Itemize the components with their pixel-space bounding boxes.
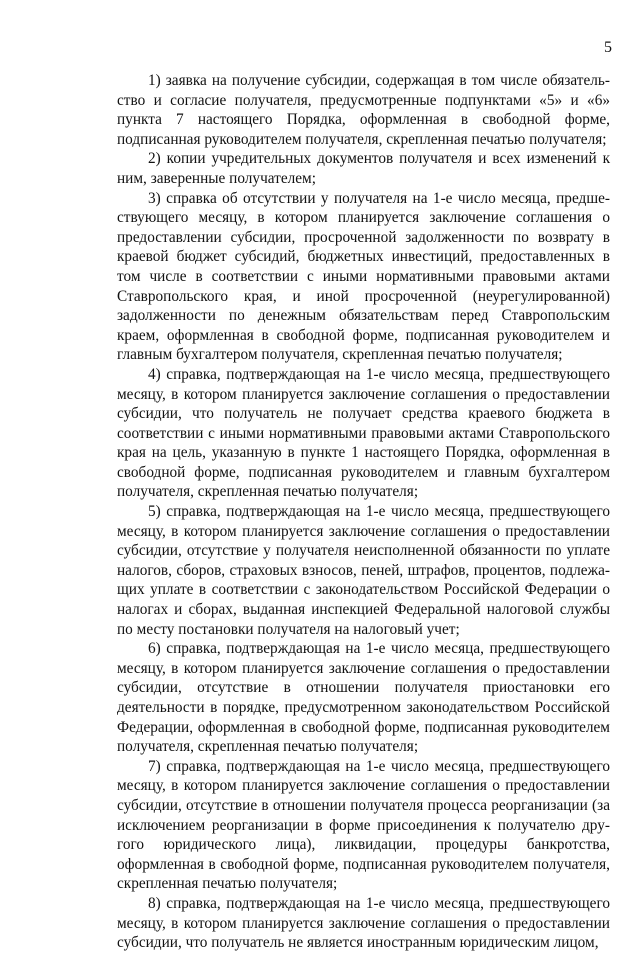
- paragraph-item-3: 3) справка об отсутствии у получателя на 1-е число месяца, предшествующего месяцу, в котором планируется заключение соглашения о предоставлении субсидии, просроченной задолженности по возврату в краевой бюджет субсидий, бюджетных инвестиций, предоставленных в том числе в соответствии с иными нормативными правовыми актами Ставропольского края, и иной просроченной (неурегулированной) задолженности по денежным обязательствам перед Ставропольским краем, оформленная в свободной форме, подписанная руководителем и главным бухгалтером получателя, скрепленная печатью получателя;: [117, 189, 610, 364]
- paragraph-item-4: 4) справка, подтверждающая на 1-е число месяца, предшествующего месяцу, в котором планируется заключение соглашения о предоставлении субсидии, что получатель не получает средства краевого бюджета в соответствии с иными нормативными правовыми актами Ставропольского края на цель, указанную в пункте 1 настоящего Порядка, оформленная в свободной форме, подписанная руководителем и главным бухгалтером получателя, скрепленная печатью получателя;: [117, 365, 610, 501]
- paragraph-item-2: 2) копии учредительных документов получателя и всех изменений к ним, заверенные получателем;: [117, 150, 610, 187]
- page-number: 5: [604, 39, 612, 56]
- paragraph-item-5: 5) справка, подтверждающая на 1-е число месяца, предшествующего месяцу, в котором планируется заключение соглашения о предоставлении субсидии, отсутствие у получателя неисполненной обязанности по уплате налогов, сборов, страховых взносов, пеней, штрафов, процентов, подлежащих уплате в соответствии с законодательством Российской Федерации о налогах и сборах, выданная инспекцией Федеральной налоговой службы по месту постановки получателя на налоговый учет;: [117, 503, 610, 638]
- paragraph-item-7: 7) справка, подтверждающая на 1-е число месяца, предшествующего месяцу, в котором планируется заключение соглашения о предоставлении субсидии, отсутствие в отношении получателя процесса реорганизации (за исключением реорганизации в форме присоединения к получателю другого юридического лица), ликвидации, процедуры банкротства, оформленная в свободной форме, подписанная руководителем получателя, скрепленная печатью получателя;: [117, 757, 610, 893]
- paragraph-item-6: 6) справка, подтверждающая на 1-е число месяца, предшествующего месяцу, в котором планируется заключение соглашения о предоставлении субсидии, отсутствие в отношении получателя приостановки его деятельности в порядке, предусмотренном законодательством Российской Федерации, оформленная в свободной форме, подписанная руководителем получателя, скрепленная печатью получателя;: [117, 640, 610, 756]
- paragraph-item-8: 8) справка, подтверждающая на 1-е число месяца, предшествующего месяцу, в котором планируется заключение соглашения о предоставлении субсидии, что получатель не является иностранным юридическим лицом,: [117, 894, 610, 952]
- paragraph-item-1: 1) заявка на получение субсидии, содержащая в том числе обязательство и согласие получателя, предусмотренные подпунктами «5» и «6» пункта 7 настоящего Порядка, оформленная в свободной форме, подписанная руководителем получателя, скрепленная печатью получателя;: [117, 72, 610, 148]
- document-body: [117, 71, 610, 953]
